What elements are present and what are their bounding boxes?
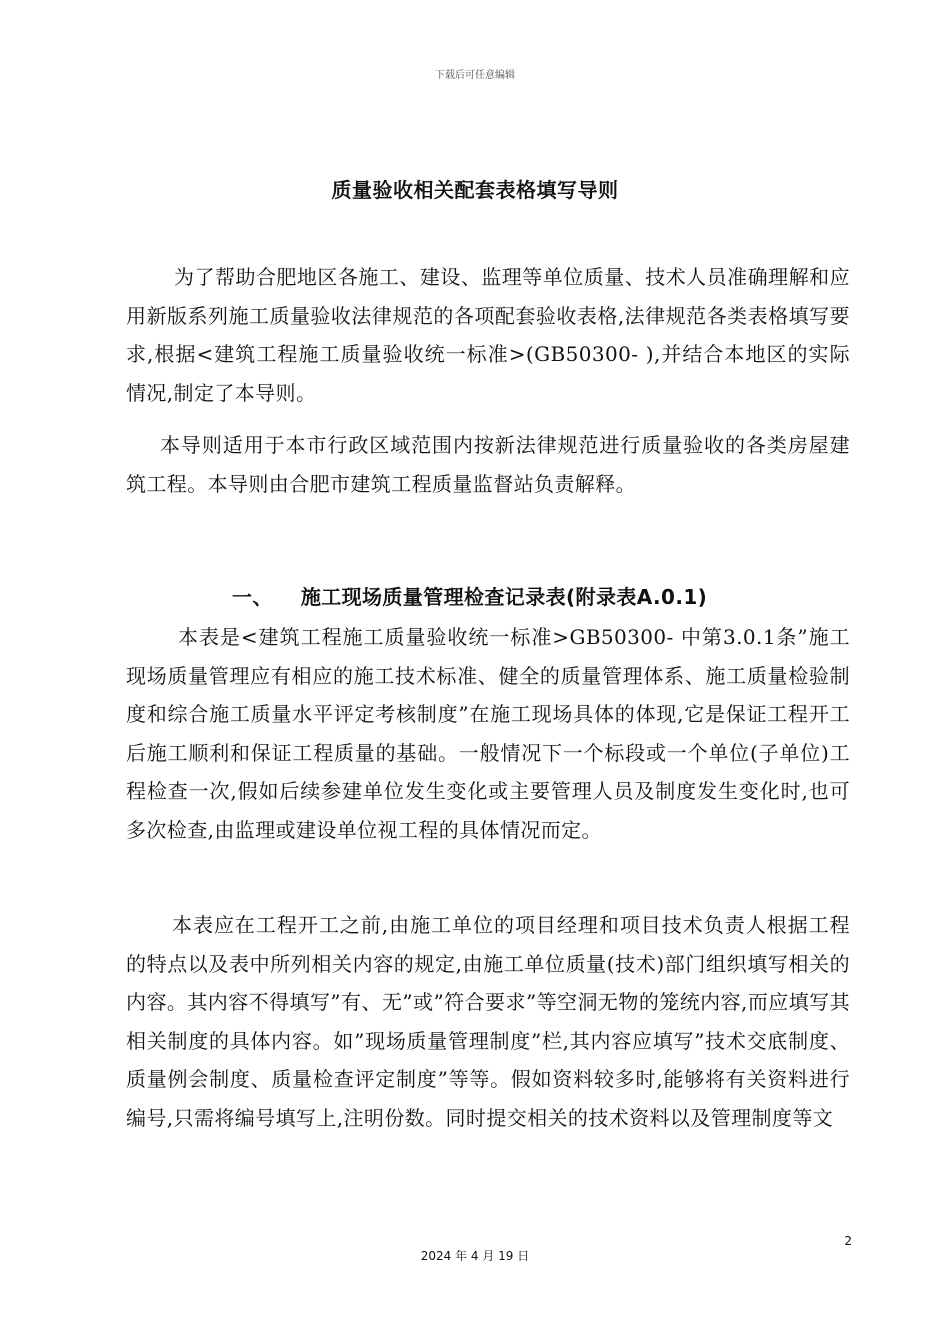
document-title: 质量验收相关配套表格填写导则 <box>331 178 619 202</box>
section-paragraph-1: 本表是<建筑工程施工质量验收统一标准>GB50300- 中第3.0.1条”施工现场质量管理应有相应的施工技术标准、健全的质量管理体系、施工质量检验制度和综合施工质量水平评定考核制度”在施工现场具体的体现,它是保证工程开工后施工顺利和保证工程质量的基础。一般情况下一个标段或一个单位(子单位)工程检查一次,假如后续参建单位发生变化或主要管理人员及制度发生变化时,也可多次检查,由监理或建设单位视工程的具体情况而定。 <box>126 625 850 842</box>
footer-date: 2024 年 4 月 19 日 <box>420 1249 530 1263</box>
section-paragraph-2: 本表应在工程开工之前,由施工单位的项目经理和项目技术负责人根据工程的特点以及表中所列相关内容的规定,由施工单位质量(技术)部门组织填写相关的内容。其内容不得填写”有、无”或”符合要求”等空洞无物的笼统内容,而应填写其相关制度的具体内容。如”现场质量管理制度”栏,其内容应填写”技术交底制度、质量例会制度、质量检查评定制度”等等。假如资料较多时,能够将有关资料进行编号,只需将编号填写上,注明份数。同时提交相关的技术资料以及管理制度等文 <box>126 913 850 1130</box>
page-number: 2 <box>844 1234 852 1248</box>
intro-paragraph: 为了帮助合肥地区各施工、建设、监理等单位质量、技术人员准确理解和应用新版系列施工质量验收法律规范的各项配套验收表格,法律规范各类表格填写要求,根据<建筑工程施工质量验收统一标准>(GB50300- ),并结合本地区的实际情况,制定了本导则。 <box>126 265 850 405</box>
section-heading <box>232 581 707 610</box>
page-header-note: 下载后可任意编辑 <box>435 70 515 81</box>
section-number: 一、 <box>232 585 273 609</box>
section-title: 施工现场质量管理检查记录表(附录表A.0.1) <box>300 585 708 609</box>
scope-paragraph: 本导则适用于本市行政区域范围内按新法律规范进行质量验收的各类房屋建筑工程。本导则由合肥市建筑工程质量监督站负责解释。 <box>126 433 850 496</box>
